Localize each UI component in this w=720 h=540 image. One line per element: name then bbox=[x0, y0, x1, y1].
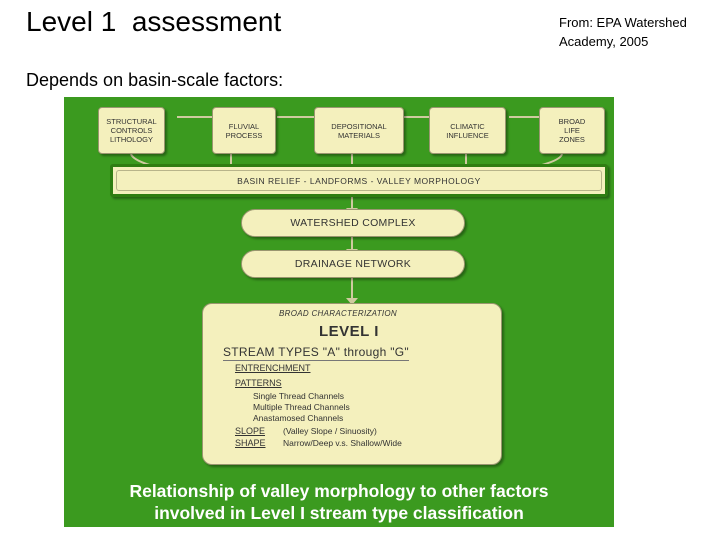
source-citation: From: EPA Watershed Academy, 2005 bbox=[559, 15, 687, 49]
caption-line-2: involved in Level I stream type classification bbox=[154, 503, 524, 523]
classification-diagram bbox=[64, 97, 614, 527]
factor-climatic-influence: CLIMATIC INFLUENCE bbox=[429, 107, 506, 154]
pattern-item: Single Thread Channels bbox=[253, 391, 345, 401]
pattern-item: Anastamosed Channels bbox=[253, 413, 344, 423]
factor-depositional-materials: DEPOSITIONAL MATERIALS bbox=[314, 107, 404, 154]
drainage-network-box bbox=[241, 250, 465, 278]
factor-structural-controls: STRUCTURAL CONTROLS LITHOLOGY bbox=[98, 107, 165, 154]
slide-title: Level 1 assessment bbox=[26, 6, 282, 37]
stream-types-label: STREAM TYPES "A" through "G" bbox=[223, 345, 409, 359]
slope-description: (Valley Slope / Sinuosity) bbox=[283, 426, 377, 436]
watershed-complex-box bbox=[241, 209, 465, 237]
pattern-item: Multiple Thread Channels bbox=[253, 402, 350, 412]
drainage-network-label: DRAINAGE NETWORK bbox=[294, 258, 412, 270]
broad-characterization-heading: BROAD CHARACTERIZATION bbox=[279, 309, 398, 318]
basin-relief-label: BASIN RELIEF - LANDFORMS - VALLEY MORPHOLOGY bbox=[237, 175, 481, 186]
shape-label: SHAPE bbox=[235, 438, 266, 448]
shape-description: Narrow/Deep v.s. Shallow/Wide bbox=[283, 438, 402, 448]
level-one-box bbox=[202, 303, 502, 465]
caption-line-1: Relationship of valley morphology to other factors bbox=[129, 481, 549, 501]
slide-subtitle: Depends on basin-scale factors: bbox=[26, 70, 284, 90]
level-one-heading: LEVEL I bbox=[319, 323, 379, 340]
factor-broad-life-zones: BROAD LIFE ZONES bbox=[539, 107, 605, 154]
watershed-complex-label: WATERSHED COMPLEX bbox=[290, 217, 416, 229]
entrenchment-label: ENTRENCHMENT bbox=[235, 363, 311, 373]
factor-fluvial-process: FLUVIAL PROCESS bbox=[212, 107, 276, 154]
slope-label: SLOPE bbox=[235, 426, 266, 436]
patterns-label: PATTERNS bbox=[235, 378, 282, 388]
basin-relief-box bbox=[110, 164, 608, 197]
